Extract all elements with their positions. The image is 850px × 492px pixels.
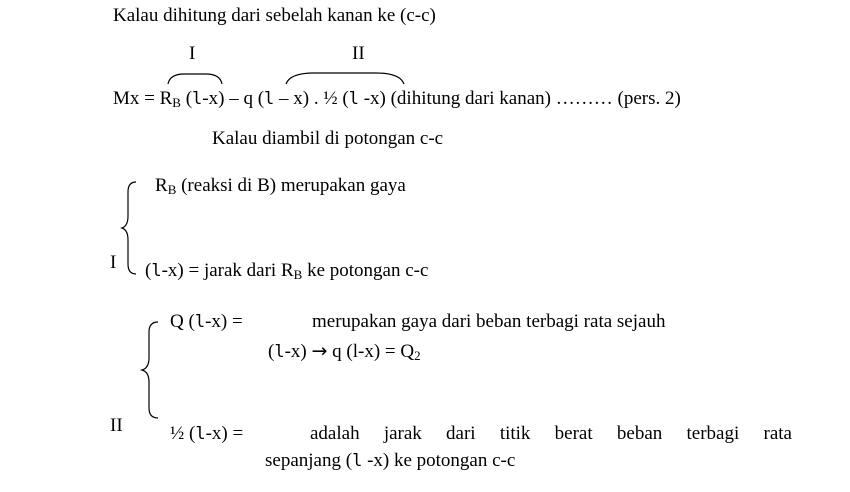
word: jarak [383, 423, 422, 444]
ell-symbol: l [352, 451, 363, 471]
group-one-line-rb: $R_B$ (reaksi di B) merupakan gaya [155, 175, 406, 197]
right-arrow-icon: → [311, 340, 328, 362]
group-one-line-distance: (l-x) = jarak dari $R_B$ ke potongan c-c [145, 260, 429, 282]
group-one-label: I [110, 252, 117, 273]
ell-symbol: l [195, 424, 206, 444]
word: beban [616, 423, 663, 444]
ell-symbol: l [194, 312, 206, 332]
left-brace-two [138, 318, 162, 422]
ell-symbol: l [192, 89, 203, 109]
group-two-half-term: ½ (l-x) = [170, 423, 244, 444]
word: rata [763, 423, 792, 444]
label-roman-one: I [189, 43, 196, 64]
group-two-q2-line: (l-x) → q $(l-x) = Q_2$ [268, 340, 421, 363]
group-two-half-description [310, 424, 792, 443]
ell-symbol: l [274, 342, 285, 362]
word: berat [554, 423, 593, 444]
intro-text: Kalau dihitung dari sebelah kanan ke (c-c) [113, 5, 436, 26]
moment-equation: $Mx = R_B$ (l-x) – q (l – x) . ½ (l -x) (dihitung dari kanan) ……… (pers. 2) [113, 88, 681, 110]
group-two-q-description: merupakan gaya dari beban terbagi rata sejauh [312, 311, 666, 332]
potongan-text: Kalau diambil di potongan c-c [212, 128, 444, 149]
group-two-label: II [110, 415, 123, 436]
label-roman-two: II [352, 43, 365, 64]
group-two-q-term: Q (l-x) = [170, 311, 243, 332]
ell-symbol: l [348, 89, 359, 109]
overbrace-one [166, 70, 224, 86]
ell-symbol: l [151, 261, 162, 281]
overbrace-two [284, 70, 406, 86]
left-brace-one [118, 178, 140, 278]
group-two-sepanjang-line: sepanjang (l -x) ke potongan c-c [265, 450, 516, 471]
ell-symbol: l [264, 89, 275, 109]
word: terbagi [686, 423, 740, 444]
word: adalah [310, 423, 360, 444]
word: titik [499, 423, 531, 444]
word: dari [446, 423, 476, 444]
